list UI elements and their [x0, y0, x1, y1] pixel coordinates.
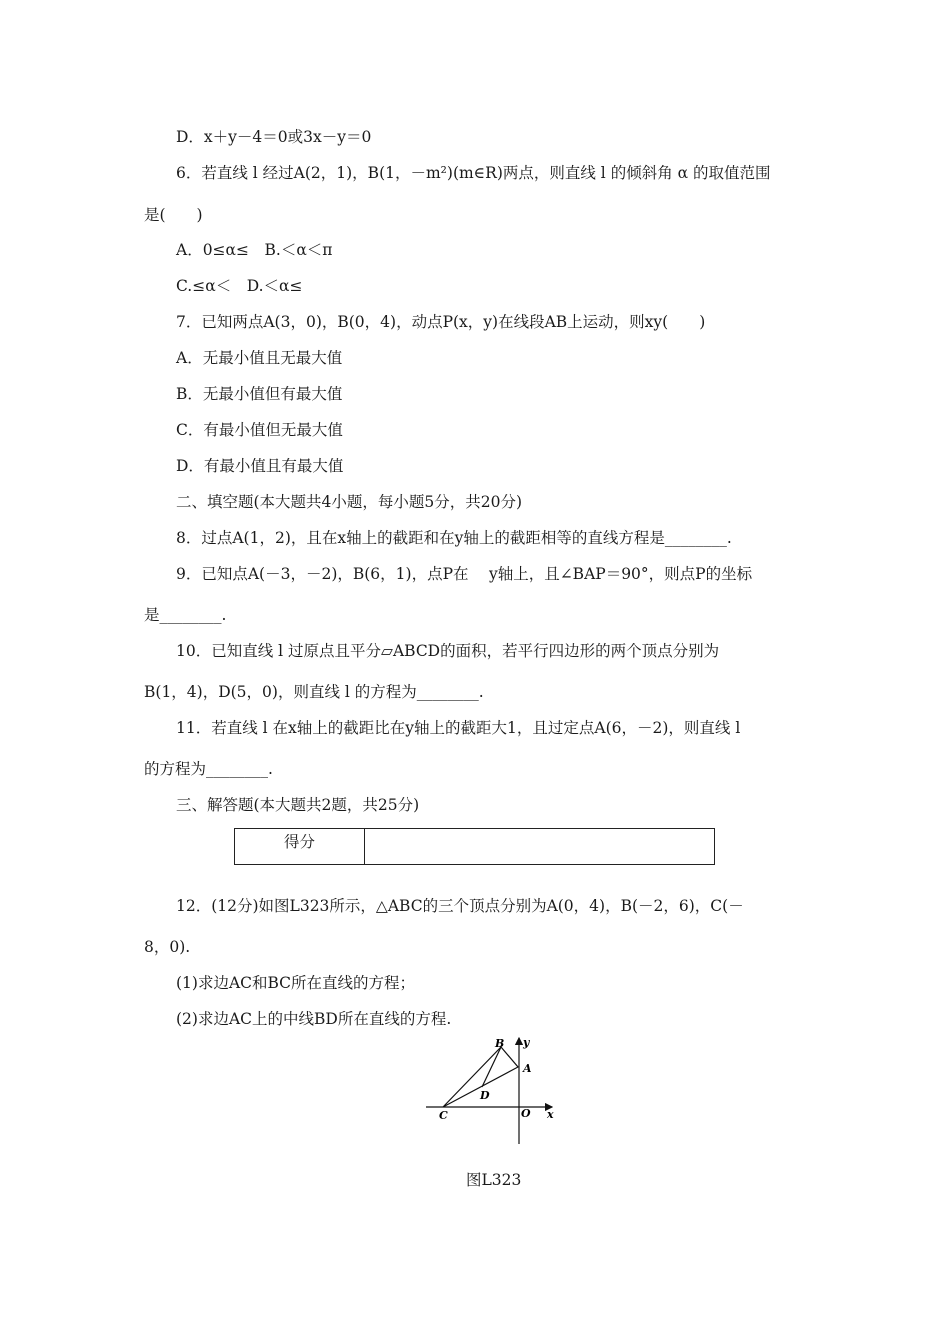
- question-7-option-a: A．无最小值且无最大值: [176, 349, 343, 367]
- triangle-diagram: [420, 1034, 570, 1149]
- label-y: y: [523, 1036, 530, 1049]
- section-3-heading: 三、解答题(本大题共2题，共25分): [176, 796, 420, 814]
- question-12-part2: (2)求边AC上的中线BD所在直线的方程.: [176, 1010, 452, 1028]
- label-o: O: [521, 1107, 531, 1120]
- question-7-option-b: B．无最小值但有最大值: [176, 385, 343, 403]
- question-8: 8．过点A(1，2)，且在x轴上的截距和在y轴上的截距相等的直线方程是________.: [176, 529, 732, 547]
- question-6-options-ab: A．0≤α≤ B.＜α＜π: [176, 241, 333, 259]
- question-11-line1: 11．若直线 l 在x轴上的截距比在y轴上的截距大1，且过定点A(6，－2)，则直线 l: [176, 719, 741, 737]
- question-6-line2: 是( ): [144, 206, 203, 224]
- question-12-line1: 12．(12分)如图L323所示，△ABC的三个顶点分别为A(0，4)，B(－2，6)，C(－: [176, 897, 744, 915]
- option-d-q5: D．x＋y－4＝0或3x－y＝0: [176, 128, 372, 146]
- question-12-line2: 8，0).: [144, 938, 191, 956]
- question-11-line2: 的方程为________.: [144, 760, 273, 778]
- question-6-options-cd: C.≤α＜ D.＜α≤: [176, 277, 303, 295]
- section-2-heading: 二、填空题(本大题共4小题，每小题5分，共20分): [176, 493, 523, 511]
- label-c: C: [439, 1109, 448, 1122]
- score-table: [234, 828, 715, 865]
- question-7-option-c: C．有最小值但无最大值: [176, 421, 343, 439]
- score-input-cell[interactable]: [365, 829, 714, 864]
- question-9-line2: 是________.: [144, 606, 227, 624]
- question-10-line2: B(1，4)，D(5，0)，则直线 l 的方程为________.: [144, 683, 484, 701]
- label-a: A: [523, 1062, 532, 1075]
- question-7-option-d: D．有最小值且有最大值: [176, 457, 344, 475]
- label-d: D: [480, 1089, 490, 1102]
- question-12-part1: (1)求边AC和BC所在直线的方程；: [176, 974, 416, 992]
- question-6-line1: 6．若直线 l 经过A(2，1)，B(1，－m²)(m∈R)两点，则直线 l 的倾斜角 α 的取值范围: [176, 164, 771, 182]
- question-9-line1: 9．已知点A(－3，－2)，B(6，1)，点P在 y轴上，且∠BAP＝90°，则点P的坐标: [176, 565, 753, 583]
- label-b: B: [495, 1037, 505, 1050]
- question-10-line1: 10．已知直线 l 过原点且平分▱ABCD的面积，若平行四边形的两个顶点分别为: [176, 642, 720, 660]
- label-x: x: [547, 1108, 554, 1121]
- figure-caption: 图L323: [466, 1171, 522, 1189]
- question-7: 7．已知两点A(3，0)，B(0，4)，动点P(x，y)在线段AB上运动，则xy( ): [176, 313, 706, 331]
- score-label: 得分: [235, 829, 365, 864]
- triangle-figure: [420, 1034, 570, 1153]
